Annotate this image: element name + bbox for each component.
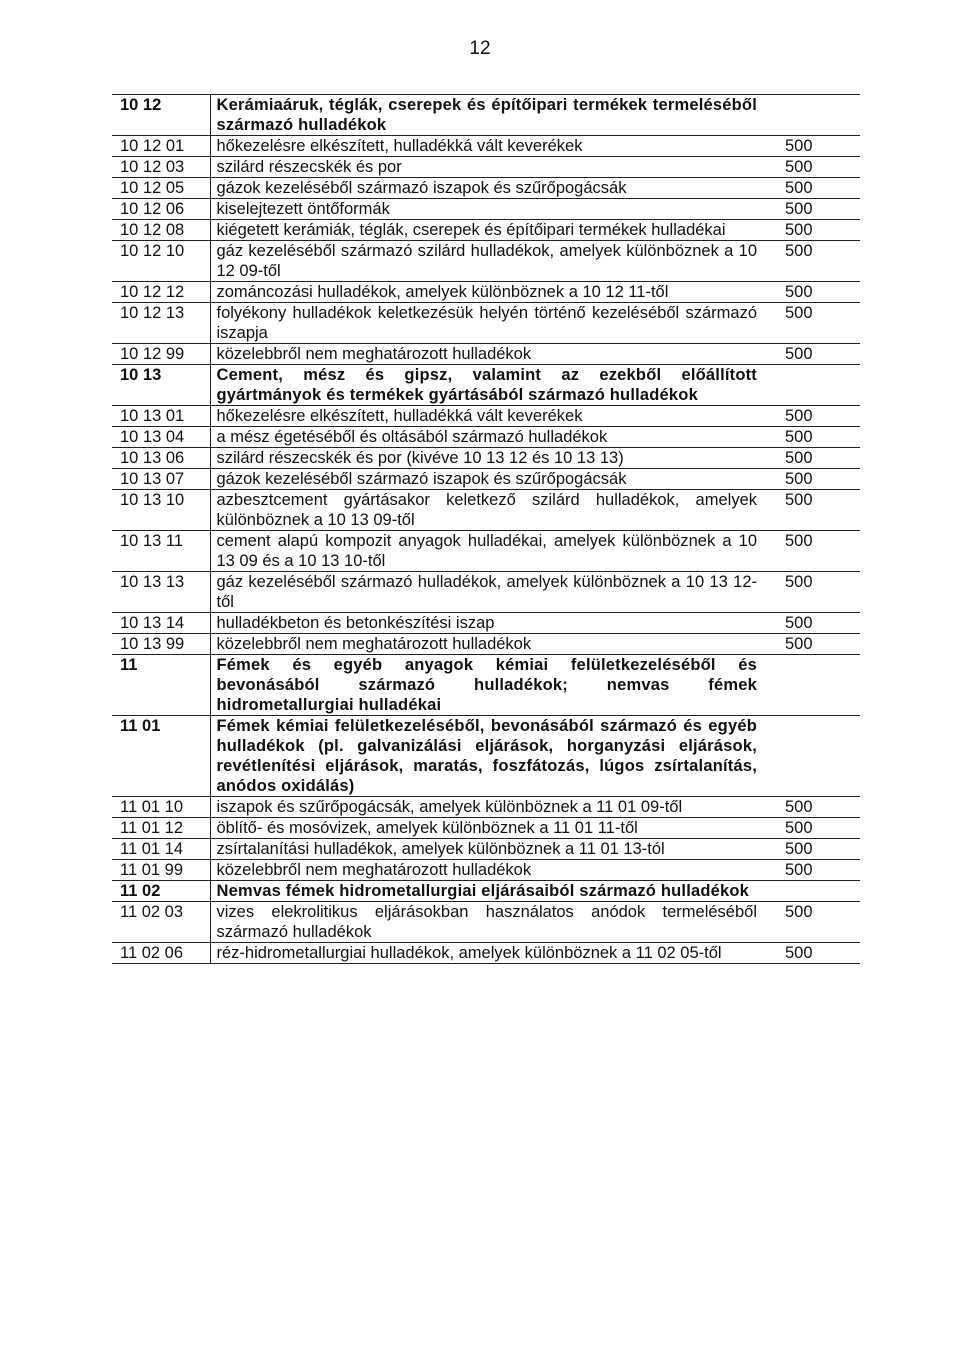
waste-code-cell: 10 13	[112, 365, 210, 406]
waste-code-cell: 11 02 03	[112, 902, 210, 943]
table-section-heading-row	[112, 655, 860, 716]
waste-code-table	[112, 94, 860, 964]
waste-description-cell: Nemvas fémek hidrometallurgiai eljárásaiból származó hulladékok	[210, 881, 775, 902]
limit-value-cell: 500	[775, 344, 860, 365]
table-row	[112, 157, 860, 178]
waste-code-table-body	[112, 95, 860, 964]
table-row	[112, 943, 860, 964]
table-row	[112, 572, 860, 613]
waste-description-cell: közelebbről nem meghatározott hulladékok	[210, 344, 775, 365]
waste-description-cell: réz-hidrometallurgiai hulladékok, amelyek különböznek a 11 02 05-től	[210, 943, 775, 964]
limit-value-cell: 500	[775, 490, 860, 531]
limit-value-cell: 500	[775, 282, 860, 303]
waste-code-cell: 11 01 12	[112, 818, 210, 839]
waste-code-cell: 11 01 10	[112, 797, 210, 818]
table-row	[112, 448, 860, 469]
waste-description-cell: vizes elekrolitikus eljárásokban használatos anódok termeléséből származó hulladékok	[210, 902, 775, 943]
waste-code-cell: 10 13 04	[112, 427, 210, 448]
waste-description-cell: gázok kezeléséből származó iszapok és szűrőpogácsák	[210, 469, 775, 490]
waste-code-cell: 10 12 10	[112, 241, 210, 282]
waste-description-cell: zsírtalanítási hulladékok, amelyek különböznek a 11 01 13-tól	[210, 839, 775, 860]
table-row	[112, 220, 860, 241]
waste-code-cell: 10 12 01	[112, 136, 210, 157]
limit-value-cell	[775, 365, 860, 406]
limit-value-cell: 500	[775, 178, 860, 199]
waste-code-cell: 10 12	[112, 95, 210, 136]
waste-description-cell: Cement, mész és gipsz, valamint az ezekből előállított gyártmányok és termékek gyártásából származó hulladékok	[210, 365, 775, 406]
table-row	[112, 818, 860, 839]
table-row	[112, 860, 860, 881]
waste-code-cell: 10 12 99	[112, 344, 210, 365]
page-number: 12	[469, 38, 491, 59]
waste-description-cell: zománcozási hulladékok, amelyek különböznek a 10 12 11-től	[210, 282, 775, 303]
waste-description-cell: gázok kezeléséből származó iszapok és szűrőpogácsák	[210, 178, 775, 199]
limit-value-cell: 500	[775, 613, 860, 634]
limit-value-cell: 500	[775, 241, 860, 282]
table-section-heading-row	[112, 716, 860, 797]
waste-code-cell: 10 12 06	[112, 199, 210, 220]
limit-value-cell: 500	[775, 136, 860, 157]
limit-value-cell: 500	[775, 797, 860, 818]
waste-description-cell: cement alapú kompozit anyagok hulladékai, amelyek különböznek a 10 13 09 és a 10 13 10-től	[210, 531, 775, 572]
waste-code-cell: 10 12 03	[112, 157, 210, 178]
waste-code-cell: 10 12 08	[112, 220, 210, 241]
waste-code-cell: 10 12 12	[112, 282, 210, 303]
limit-value-cell: 500	[775, 303, 860, 344]
waste-code-cell: 11 02 06	[112, 943, 210, 964]
table-row	[112, 427, 860, 448]
table-row	[112, 178, 860, 199]
table-section-heading-row	[112, 365, 860, 406]
limit-value-cell: 500	[775, 634, 860, 655]
waste-description-cell: szilárd részecskék és por	[210, 157, 775, 178]
table-row	[112, 469, 860, 490]
table-row	[112, 136, 860, 157]
waste-code-cell: 10 13 14	[112, 613, 210, 634]
waste-description-cell: hőkezelésre elkészített, hulladékká vált keverékek	[210, 406, 775, 427]
waste-description-cell: gáz kezeléséből származó hulladékok, amelyek különböznek a 10 13 12-től	[210, 572, 775, 613]
waste-description-cell: azbesztcement gyártásakor keletkező szilárd hulladékok, amelyek különböznek a 10 13 09-től	[210, 490, 775, 531]
waste-description-cell: kiégetett kerámiák, téglák, cserepek és építőipari termékek hulladékai	[210, 220, 775, 241]
table-row	[112, 406, 860, 427]
limit-value-cell	[775, 655, 860, 716]
waste-code-cell: 10 12 13	[112, 303, 210, 344]
waste-description-cell: Fémek és egyéb anyagok kémiai felületkezeléséből és bevonásából származó hulladékok; nemvas fémek hidrometallurgiai hulladékai	[210, 655, 775, 716]
limit-value-cell: 500	[775, 448, 860, 469]
limit-value-cell: 500	[775, 839, 860, 860]
waste-code-cell: 10 13 11	[112, 531, 210, 572]
waste-description-cell: kiselejtezett öntőformák	[210, 199, 775, 220]
table-section-heading-row	[112, 95, 860, 136]
table-row	[112, 634, 860, 655]
table-row	[112, 199, 860, 220]
limit-value-cell: 500	[775, 860, 860, 881]
table-row	[112, 303, 860, 344]
waste-description-cell: öblítő- és mosóvizek, amelyek különböznek a 11 01 11-től	[210, 818, 775, 839]
limit-value-cell: 500	[775, 818, 860, 839]
waste-description-cell: hőkezelésre elkészített, hulladékká vált keverékek	[210, 136, 775, 157]
waste-code-cell: 11 02	[112, 881, 210, 902]
limit-value-cell: 500	[775, 572, 860, 613]
table-row	[112, 902, 860, 943]
waste-code-cell: 10 13 13	[112, 572, 210, 613]
limit-value-cell: 500	[775, 427, 860, 448]
limit-value-cell	[775, 716, 860, 797]
waste-description-cell: közelebbről nem meghatározott hulladékok	[210, 634, 775, 655]
limit-value-cell: 500	[775, 157, 860, 178]
waste-code-cell: 10 13 10	[112, 490, 210, 531]
waste-code-cell: 11	[112, 655, 210, 716]
waste-description-cell: Kerámiaáruk, téglák, cserepek és építőipari termékek termeléséből származó hulladékok	[210, 95, 775, 136]
table-row	[112, 797, 860, 818]
limit-value-cell: 500	[775, 902, 860, 943]
limit-value-cell: 500	[775, 406, 860, 427]
limit-value-cell: 500	[775, 220, 860, 241]
waste-code-cell: 11 01 14	[112, 839, 210, 860]
waste-code-cell: 10 13 07	[112, 469, 210, 490]
limit-value-cell: 500	[775, 531, 860, 572]
waste-code-cell: 11 01	[112, 716, 210, 797]
waste-code-cell: 11 01 99	[112, 860, 210, 881]
table-row	[112, 282, 860, 303]
waste-description-cell: Fémek kémiai felületkezeléséből, bevonásából származó és egyéb hulladékok (pl. galvanizálási eljárások, horganyzási eljárások, revétlenítési eljárások, maratás, foszfátozás, lúgos zsírtalanítás, anódos oxidálás)	[210, 716, 775, 797]
waste-code-cell: 10 13 99	[112, 634, 210, 655]
waste-description-cell: közelebbről nem meghatározott hulladékok	[210, 860, 775, 881]
limit-value-cell: 500	[775, 199, 860, 220]
waste-code-cell: 10 13 06	[112, 448, 210, 469]
table-row	[112, 241, 860, 282]
table-section-heading-row	[112, 881, 860, 902]
limit-value-cell: 500	[775, 943, 860, 964]
waste-description-cell: szilárd részecskék és por (kivéve 10 13 12 és 10 13 13)	[210, 448, 775, 469]
limit-value-cell	[775, 881, 860, 902]
waste-code-cell: 10 12 05	[112, 178, 210, 199]
table-row	[112, 490, 860, 531]
waste-description-cell: folyékony hulladékok keletkezésük helyén történő kezeléséből származó iszapja	[210, 303, 775, 344]
waste-description-cell: a mész égetéséből és oltásából származó hulladékok	[210, 427, 775, 448]
table-row	[112, 344, 860, 365]
waste-description-cell: hulladékbeton és betonkészítési iszap	[210, 613, 775, 634]
waste-description-cell: gáz kezeléséből származó szilárd hulladékok, amelyek különböznek a 10 12 09-től	[210, 241, 775, 282]
table-row	[112, 613, 860, 634]
waste-code-cell: 10 13 01	[112, 406, 210, 427]
table-row	[112, 839, 860, 860]
waste-description-cell: iszapok és szűrőpogácsák, amelyek különböznek a 11 01 09-től	[210, 797, 775, 818]
limit-value-cell: 500	[775, 469, 860, 490]
limit-value-cell	[775, 95, 860, 136]
table-row	[112, 531, 860, 572]
